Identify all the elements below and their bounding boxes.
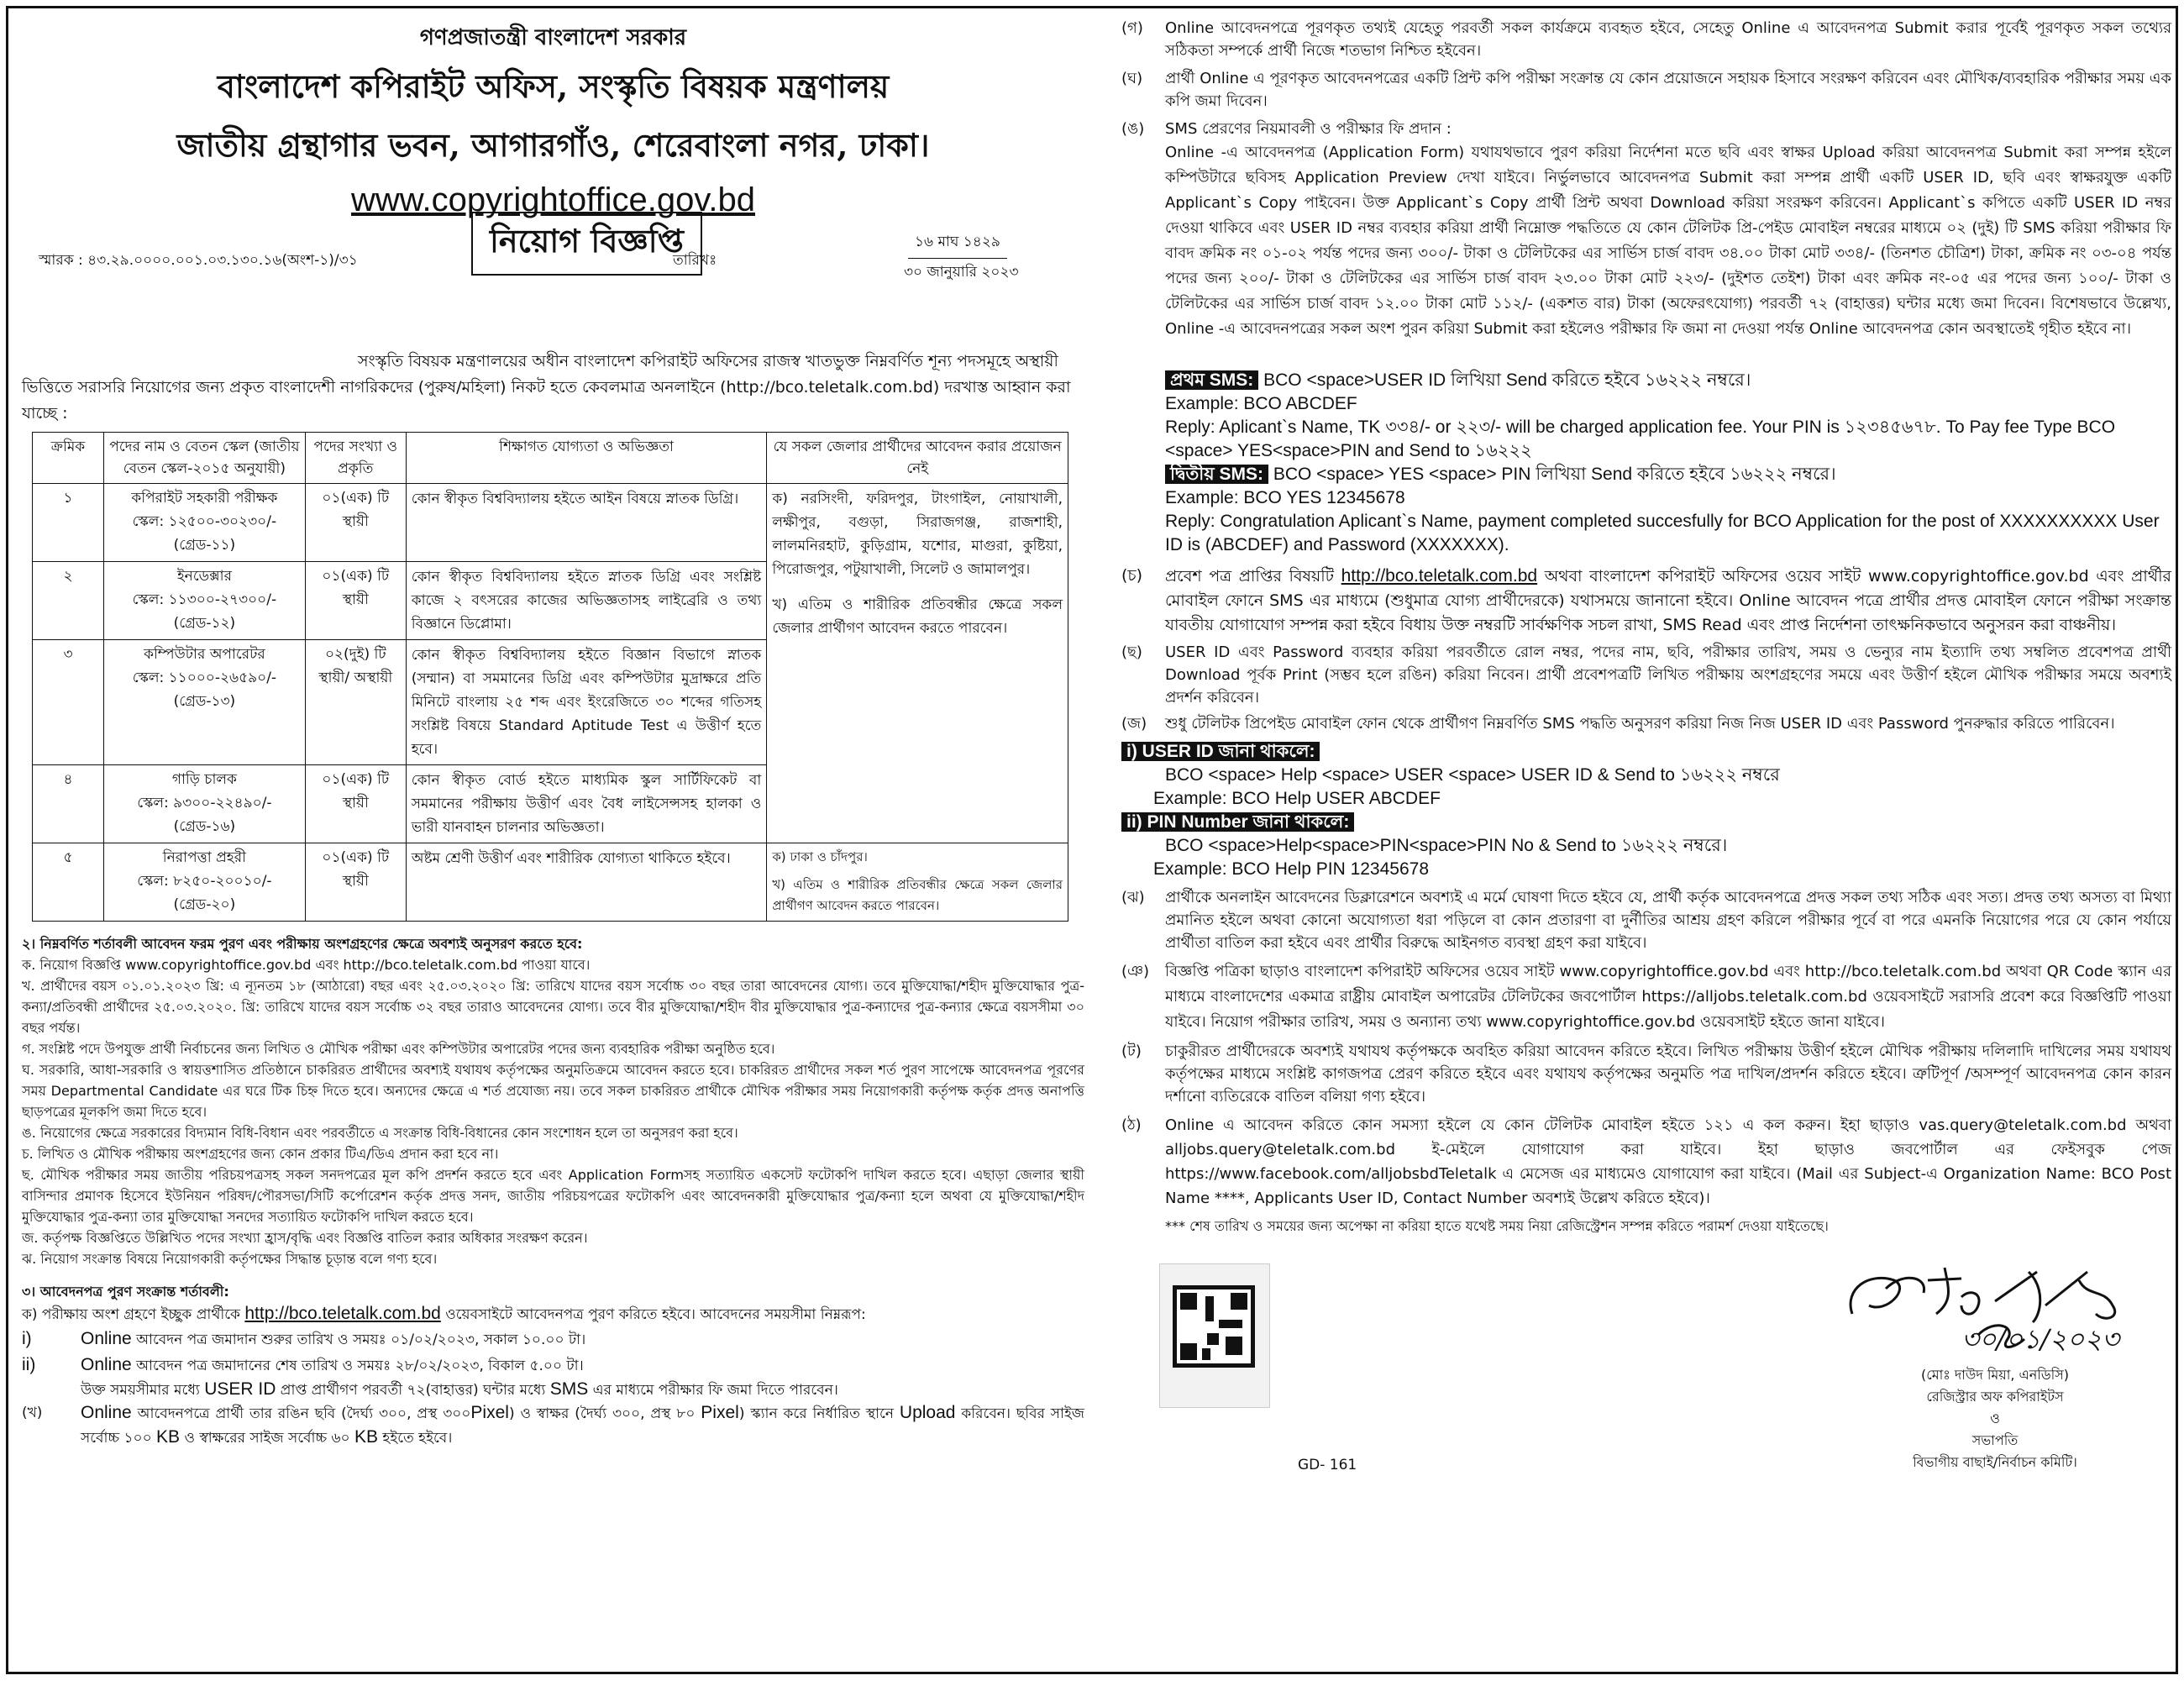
list-item: গ. সংশ্লিষ্ট পদে উপযুক্ত প্রার্থী নির্বাচনের জন্য লিখিত ও মৌখিক পরীক্ষা এবং কম্পিউটার অপারেটর পদের জন্য ব্যবহারিক পরীক্ষা অনুষ্ঠিত হবে। — [22, 1041, 775, 1057]
text: প্রাপ্ত প্রার্থীগণ পরবর্তী ৭২(বাহাত্তর) ঘন্টার মধ্যে — [280, 1382, 546, 1399]
office-address: জাতীয় গ্রন্থাগার ভবন, আগারগাঁও, শেরেবাংলা নগর, ঢাকা। — [176, 126, 930, 164]
clause-t — [1121, 1040, 2171, 1108]
table-row — [33, 843, 1068, 922]
signer-title: রেজিস্ট্রার অফ কপিরাইটস — [1926, 1389, 2064, 1405]
deadline-advice-note: *** শেষ তারিখ ও সময়ের জন্য অপেক্ষা না করিয়া হাতে যথেষ্ট সময় নিয়া রেজিস্ট্রেশন সম্পন্ন করিতে পরামর্শ দেওয়া যাইতেছে। — [1165, 1218, 1829, 1234]
notice-page — [6, 6, 2178, 1674]
list-item: চ. লিখিত ও মৌখিক পরীক্ষায় অংশগ্রহণের জন্য কোন প্রকার টিএ/ডিএ প্রদান করা হবে না। — [22, 1146, 499, 1162]
text: ) ও স্বাক্ষর (দৈর্ঘ্য ৩০০, প্রস্থ ৮০ — [508, 1405, 696, 1422]
cell-post — [103, 562, 305, 640]
sms-command: BCO <space> YES <space> PIN লিখিয়া Send করিতে হইবে ১৬২২২ নম্বরে। — [1273, 465, 1836, 484]
districts-excluded: ক) নরসিংদী, ফরিদপুর, টাংগাইল, নোয়াখালী, লক্ষীপুর, বগুড়া, সিরাজগঞ্জ, রাজশাহী, লালমনিরহাট, কুড়িগ্রাম, যশোর, মাগুরা, কুষ্টিয়া, পিরোজপুর, পটুয়াখালী, সিলেট ও জামালপুর। — [772, 491, 1063, 578]
cell-post — [103, 484, 305, 562]
cell-districts — [767, 843, 1068, 922]
grade: (গ্রেড-২০) — [173, 896, 236, 913]
clause-chh — [1121, 641, 2171, 709]
qr-code[interactable] — [1159, 1263, 1270, 1408]
grade: (গ্রেড-১১) — [173, 537, 236, 554]
section-3-item-kh — [22, 1401, 1084, 1450]
second-sms — [1121, 463, 2171, 486]
cell-serial: ৩ — [33, 640, 104, 765]
pin-recovery — [1121, 811, 2171, 834]
text: আবেদন পত্র জমাদানের শেষ তারিখ ও সময়ঃ ২৮/০২/২০২৩, বিকাল ৫.০০ টা। — [136, 1358, 584, 1374]
item-key: (ট) — [1121, 1043, 1142, 1060]
signer-conjunction: ও — [1990, 1410, 2000, 1426]
col-qualification: শিক্ষাগত যোগ্যতা ও অভিজ্ঞতা — [406, 433, 767, 484]
list-item: ঙ. নিয়োগের ক্ষেত্রে সরকারের বিদ্যমান বিধি-বিধান এবং পরবর্তীতে এ সংক্রান্ত বিধি-বিধানের কোন সংশোধন হলে তা অনুসরণ করা হবে। — [22, 1125, 738, 1141]
cell-count — [305, 843, 406, 922]
qr-code-icon — [1173, 1285, 1255, 1368]
item-key: (ঠ) — [1121, 1116, 1142, 1134]
sms-reply: Reply: Congratulation Aplicant`s Name, payment completed succesfully for BCO Application for the post of XXXXXXXXXX User ID is (ABCDEF) and Password (XXXXXXX). — [1165, 512, 2160, 554]
clause-text: Online -এ আবেদনপত্র (Application Form) যথাযথভাবে পুরণ করিয়া নির্দেশনা মতে ছবি এবং স্বাক্ষর Upload করিয়া আবেদনপত্র Submit করা সম্পন্ন হইলে কম্পিউটারে ছবিসহ Application Preview দেখা যাইবে। নির্ভুলভাবে আবেদনপত্র Submit করা সম্পন্ন প্রার্থী একটি USER ID, ছবি এবং স্বাক্ষরযুক্ত একটি Applicant`s Copy পাইবেন। উক্ত Applicant`s Copy প্রার্থী প্রিন্ট অথবা Download করিয়া সংরক্ষণ করিবেন। Applicant`s কপিতে একটি USER ID নম্বর দেওয়া থাকিবে এবং USER ID নম্বর ব্যবহার করিয়া প্রার্থী নিম্নোক্ত পদ্ধতিতে যে কোন টেলিটক প্রি-পেইড মোবাইল নম্বরের মাধ্যমে ০২ (দুই) টি SMS করিয়া পরীক্ষার ফি বাবদ ক্রমিক নং ০১-০২ পর্যন্ত পদের জন্য ৩০০/- টাকা ও টেলিটকের এর সার্ভিস চার্জ বাবদ ৩৪.০০ টাকা মোট ৩৩৪/- (তিনশত চৌত্রিশ) টাকা, ক্রমিক নং ০৩-০৪ পর্যন্ত পদের জন্য ২০০/- টাকা ও টেলিটকের এর সার্ভিস চার্জ বাবদ ২৩.০০ টাকা মোট ২২৩/- (দুইশত তেইশ) টাকা এবং ক্রমিক নং-০৫ এর পদের জন্য ১০০/- টাকা ও টেলিটকের এর সার্ভিস চার্জ বাবদ ১২.০০ টাকা মোট ১১২/- (একশত বার) টাকা (অফেরৎযোগ্য) পরবর্তী ৭২ (বাহাত্তর) ঘন্টার মধ্যে জমা দিবেন। বিশেষভাবে উল্লেখ্য, Online -এ আবেদনপত্রের সকল অংশ পুরন করিয়া Submit করা হইলেও পরীক্ষার ফি জমা না দেওয়া পর্যন্ত Online আবেদনপত্র কোন অবস্থাতেই গৃহীত হইবে না। — [1165, 144, 2171, 338]
list-item: ঝ. নিয়োগ সংক্রান্ত বিষয়ে নিয়োগকারী কর্তৃপক্ষের সিদ্ধান্ত চূড়ান্ত বলে গণ্য হবে। — [22, 1251, 438, 1267]
teletalk-link[interactable]: http://bco.teletalk.com.bd — [1341, 566, 1538, 586]
pay-scale: স্কেল: ৮২৫০-২০০১০/- — [137, 873, 272, 890]
cell-post — [103, 765, 305, 843]
post-type: স্থায়ী — [342, 591, 369, 608]
post-name: নিরাপত্তা প্রহরী — [162, 849, 246, 866]
office-name: বাংলাদেশ কপিরাইট অফিস, সংস্কৃতি বিষয়ক মন্ত্রণালয় — [217, 67, 890, 105]
col-count: পদের সংখ্যা ও প্রকৃতি — [305, 433, 406, 484]
item-key: i) — [22, 1329, 32, 1348]
userid-recovery — [1121, 740, 2171, 764]
text: ও স্বাক্ষরের সাইজ সর্বোচ্চ ৬০ — [184, 1430, 350, 1447]
post-type: স্থায়ী — [342, 795, 369, 811]
clause-text: বিজ্ঞপ্তি পত্রিকা ছাড়াও বাংলাদেশ কপিরাইট অফিসের ওয়েব সাইট www.copyrightoffice.gov.bd এবং http://bco.teletalk.com.bd অথবা QR Code স্ক্যান এর মাধ্যমে বাংলাদেশের একমাত্র রাষ্ট্রীয় মোবাইল অপারেটর টেলিটকের জবপোর্টাল https://alljobs.teletalk.com.bd ওয়েবসাইটে সরাসরি প্রবেশ করে বিজ্ঞপ্তিটি পাওয়া যাইবে। নিয়োগ পরীক্ষার তারিখ, সময় ও অন্যান্য তথ্য www.copyrightoffice.gov.bd ওয়েবসাইট হইতে জানা যাইবে। — [1165, 963, 2171, 1031]
signature-date: ৩০/০১/২০২৩ — [1961, 1323, 2119, 1355]
grade: (গ্রেড-১৬) — [173, 818, 236, 835]
date-english: ৩০ জানুয়ারি ২০২৩ — [904, 264, 1019, 281]
list-item: জ. কর্তৃপক্ষ বিজ্ঞপ্তিতে উল্লিখিত পদের সংখ্যা হ্রাস/বৃদ্ধি এবং বিজ্ঞপ্তি বাতিল করার অধিকার সংরক্ষণ করেন। — [22, 1230, 588, 1246]
pay-scale: স্কেল: ১২৫০০-৩০২৩০/- — [132, 513, 277, 530]
text: USER ID — [204, 1379, 276, 1399]
list-item: ঘ. সরকারি, আধা-সরকারি ও স্বায়ত্তশাসিত প্রতিষ্ঠানে চাকরিরত প্রার্থীদের অবশ্যই যথাযথ কর্তৃপক্ষের অনুমতিক্রমে আবেদন করতে হবে। চাকরিরত প্রার্থীদের সকল শর্ত পুরণ সাপেক্ষে আবেদনপত্র পূরণের সময় Departmental Candidate এর ঘরে টিক চিহ্ন দিতে হবে। অন্যদের ক্ষেত্রে এ শর্ত প্রযোজ্য নয়। তবে সকল চাকরিরত প্রার্থীকে মৌখিক পরীক্ষার সময় নিয়োগকারী কর্তৃপক্ষ কর্তৃক প্রদত্ত অনাপত্তি ছাড়পত্রের মূলকপি জমা দিতে হবে। — [22, 1062, 1084, 1120]
text: Online — [81, 1355, 132, 1374]
cell-qualification: কোন স্বীকৃত বিশ্ববিদ্যালয় হইতে আইন বিষয়ে স্নাতক ডিগ্রি। — [406, 484, 767, 562]
second-sms-label: দ্বিতীয় SMS: — [1165, 465, 1268, 484]
text: Upload — [899, 1403, 956, 1422]
districts-exception: খ) এতিম ও শারীরিক প্রতিবন্ধীর ক্ষেত্রে সকল জেলার প্রার্থীগণ আবেদন করতে পারবেন। — [772, 596, 1063, 637]
col-post: পদের নাম ও বেতন স্কেল (জাতীয় বেতন স্কেল-২০১৫ অনুযায়ী) — [103, 433, 305, 484]
post-type: স্থায়ী — [342, 873, 369, 890]
cell-qualification: কোন স্বীকৃত বোর্ড হইতে মাধ্যমিক স্কুল সার্টিফিকেট বা সমমানের পরীক্ষায় উত্তীর্ণ এবং বৈধ লাইসেন্সসহ হালকা ও ভারী যানবাহন চালনার অভিজ্ঞতা। — [406, 765, 767, 843]
list-item: খ. প্রার্থীদের বয়স ০১.০১.২০২৩ খ্রি: এ ন্যূনতম ১৮ (আঠারো) বছর এবং ২৫.০৩.২০২০ খ্রি: তারিখে যাদের বয়স সর্বোচ্চ ৩০ বছর তারা আবেদনের যোগ্য। তবে মুক্তিযোদ্ধা/শহীদ মুক্তিযোদ্ধার পুত্র-কন্যা/প্রতিবন্ধী প্রার্থীদের ২৫.০৩.২০২০. খ্রি: তারিখে যাদের বয়স সর্বোচ্চ ৩২ বছর তারাও আবেদনের যোগ্য। তবে বীর মুক্তিযোদ্ধা/শহীদ বীর মুক্তিযোদ্ধার পুত্র-কন্যাদের পুত্র-কন্যার ক্ষেত্রে বয়সসীমা ৩০ বছর পর্যন্ত। — [22, 978, 1084, 1036]
item-key: (গ) — [1121, 19, 1143, 37]
posts-table — [32, 432, 1068, 922]
text: Pixel — [470, 1403, 509, 1422]
pay-scale: স্কেল: ১১০০০-২৬৫৯০/- — [132, 670, 277, 686]
signer-block — [1835, 1364, 2155, 1473]
item-key: (ঝ) — [1121, 889, 1145, 906]
pay-scale: স্কেল: ১১৩০০-২৭৩০০/- — [132, 591, 277, 608]
cell-serial: ৫ — [33, 843, 104, 922]
grade: (গ্রেড-১২) — [173, 615, 236, 632]
section-3-heading: ৩। আবেদনপত্র পুরণ সংক্রান্ত শর্তাবলী: — [22, 1284, 229, 1300]
cell-qualification: অষ্টম শ্রেণী উত্তীর্ণ এবং শারীরিক যোগ্যতা থাকিতে হইবে। — [406, 843, 767, 922]
clause-gh — [1121, 67, 2171, 113]
right-column — [1121, 8, 2171, 1490]
clause-th — [1121, 1113, 2171, 1211]
notice-title: নিয়োগ বিজ্ঞপ্তি — [471, 212, 702, 276]
text: আবেদনপত্রে প্রার্থী তার রঙিন ছবি (দৈর্ঘ্য ৩০০, প্রস্থ ৩০০ — [137, 1405, 471, 1422]
cell-count — [305, 640, 406, 765]
pin-label: ii) PIN Number জানা থাকলে: — [1121, 812, 1354, 832]
text: Online — [81, 1329, 132, 1348]
text: Pixel — [701, 1403, 739, 1422]
post-type: স্থায়ী/ অস্থায়ী — [318, 670, 393, 686]
userid-label: i) USER ID জানা থাকলে: — [1121, 742, 1320, 761]
item-key: (ঙ) — [1121, 120, 1145, 138]
post-count: ০২(দুই) টি — [324, 646, 386, 663]
text: আবেদন পত্র জমাদান শুরুর তারিখ ও সময়ঃ ০১/০২/২০২৩, সকাল ১০.০০ টা। — [136, 1331, 586, 1348]
text: KB — [156, 1427, 181, 1447]
table-header-row — [33, 433, 1068, 484]
post-count: ০১(এক) টি — [322, 771, 390, 788]
date-label: তারিখঃ — [673, 252, 717, 269]
cell-qualification: কোন স্বীকৃত বিশ্ববিদ্যালয় হইতে স্নাতক ডিগ্রি এবং সংশ্লিষ্ট কাজে ২ বৎসরের কাজের অভিজ্ঞতাসহ লাইব্রেরি ও তথ্য বিজ্ঞানে ডিপ্লোমা। — [406, 562, 767, 640]
clause-text: প্রার্থী Online এ পূরণকৃত আবেদনপত্রের একটি প্রিন্ট কপি পরীক্ষা সংক্রান্ত যে কোন প্রয়োজনে সহায়ক হিসাবে সংরক্ষণ করিবেন এবং মৌখিক/ব্যবহারিক পরীক্ষার সময় এক কপি জমা দিবেন। — [1165, 70, 2171, 110]
clause-ng — [1121, 118, 2171, 342]
cell-qualification: কোন স্বীকৃত বিশ্ববিদ্যালয় হইতে বিজ্ঞান বিভাগে স্নাতক (সম্মান) বা সমমানের ডিগ্রি এবং কম্পিউটার মুদ্রাক্ষরে প্রতি মিনিটে বাংলায় ২৫ শব্দ এবং ইংরেজিতে ৩০ শব্দের গতিসহ সংশ্লিষ্ট বিষয়ে Standard Aptitude Test এ উত্তীর্ণ হতে হবে। — [406, 640, 767, 765]
left-column — [22, 8, 1084, 1450]
col-serial: ক্রমিক — [33, 433, 104, 484]
footer-area — [1121, 1247, 2171, 1490]
section-3-item-k — [22, 1302, 1084, 1326]
signer-title: সভাপতি — [1971, 1432, 2019, 1448]
letterhead — [22, 20, 1084, 219]
sms-fee-note — [22, 1379, 1084, 1401]
govt-name: গণপ্রজাতন্ত্রী বাংলাদেশ সরকার — [419, 25, 687, 50]
text: ওয়েবসাইটে আবেদনপত্র পুরণ করিতে হইবে। আবেদনের সময়সীমা নিম্নরূপ: — [445, 1306, 866, 1323]
gd-code: GD- 161 — [1298, 1457, 1357, 1473]
signer-title: বিভাগীয় বাছাই/নির্বাচন কমিটি। — [1913, 1454, 2077, 1470]
section-3 — [22, 1281, 1084, 1450]
cell-districts — [767, 484, 1068, 843]
text: ক) পরীক্ষায় অংশ গ্রহণে ইচ্ছুক প্রার্থীকে — [22, 1306, 240, 1323]
post-type: স্থায়ী — [342, 513, 369, 530]
clause-text: প্রবেশ পত্র প্রাপ্তির বিষয়টি — [1165, 567, 1334, 586]
clause-heading: SMS প্রেরণের নিয়মাবলী ও পরীক্ষার ফি প্রদান : — [1165, 120, 1452, 138]
col-districts: যে সকল জেলার প্রার্থীদের আবেদন করার প্রয়োজন নেই — [767, 433, 1068, 484]
text: Online — [81, 1403, 132, 1422]
date-bangla: ১৬ মাঘ ১৪২৯ — [908, 231, 1007, 259]
cell-count — [305, 484, 406, 562]
post-name: গাড়ি চালক — [171, 771, 237, 788]
office-website-link[interactable]: www.copyrightoffice.gov.bd — [351, 181, 755, 218]
post-name: ইনডেক্সার — [176, 568, 232, 585]
post-name: কপিরাইট সহকারী পরীক্ষক — [131, 490, 278, 507]
text: ) স্ক্যান করে নির্ধারিত স্থানে — [738, 1405, 894, 1422]
sms-instructions — [1121, 369, 2171, 557]
item-key: (খ) — [22, 1405, 43, 1421]
cell-post — [103, 843, 305, 922]
clause-g — [1121, 17, 2171, 62]
clause-j — [1121, 712, 2171, 735]
item-key: ii) — [22, 1355, 36, 1374]
item-key: (জ) — [1121, 715, 1147, 733]
grade: (গ্রেড-১৩) — [173, 693, 236, 710]
pay-scale: স্কেল: ৯৩০০-২২৪৯০/- — [137, 795, 272, 811]
clause-jh — [1121, 886, 2171, 954]
clause-text: USER ID এবং Password ব্যবহার করিয়া পরবর্তীতে রোল নম্বর, পদের নাম, ছবি, পরীক্ষার তারিখ, সময় ও ভেন্যুর নাম ইত্যাদি তথ্য সম্বলিত প্রবেশপত্র প্রার্থী Download পূর্বক Print (সম্ভব হলে রঙিন) করিয়া নিবেন। প্রার্থী প্রবেশপত্রটি লিখিত পরীক্ষায় অংশগ্রহণের সময়ে এবং উত্তীর্ণ হইলে মৌখিক পরীক্ষার সময়ে অবশ্যই প্রদর্শন করিবেন। — [1165, 643, 2171, 706]
recovery-instructions — [1121, 740, 2171, 881]
section-2-heading: ২। নিম্নবর্ণিত শর্তাবলী আবেদন ফরম পুরণ এবং পরীক্ষায় অংশগ্রহণের ক্ষেত্রে অবশ্যই অনুসরণ করতে হবে: — [22, 936, 583, 952]
first-sms — [1121, 369, 2171, 392]
sms-command: BCO <space>Help<space>PIN<space>PIN No & Send to ১৬২২২ নম্বরে। — [1165, 836, 1728, 855]
post-count: ০১(এক) টি — [322, 568, 390, 585]
section-2 — [22, 933, 1084, 1269]
sms-example: Example: BCO ABCDEF — [1165, 394, 1357, 413]
clause-ya — [1121, 959, 2171, 1035]
table-row — [33, 484, 1068, 562]
cell-count — [305, 562, 406, 640]
memo-reference: স্মারক : ৪৩.২৯.০০০০.০০১.০৩.১৩০.১৬(অংশ-১)/৩১ — [39, 252, 358, 269]
first-sms-label: প্রথম SMS: — [1165, 370, 1258, 390]
intro-paragraph: সংস্কৃতি বিষয়ক মন্ত্রণালয়ের অধীন বাংলাদেশ কপিরাইট অফিসের রাজস্ব খাতভুক্ত নিম্নবর্ণিত শূন্য পদসমূহে অস্থায়ী ভিত্তিতে সরাসরি নিয়োগের জন্য প্রকৃত বাংলাদেশী নাগরিকদের (পুরুষ/মহিলা) নিকট হতে কেবলমাত্র অনলাইনে (http://bco.teletalk.com.bd) দরখাস্ত আহ্বান করা যাচ্ছে : — [22, 352, 1071, 423]
teletalk-link[interactable]: http://bco.teletalk.com.bd — [244, 1304, 441, 1323]
clause-text: Online এ আবেদন করিতে কোন সমস্যা হইলে যে কোন টেলিটক মোবাইল হইতে ১২১ এ কল করুন। ইহা ছাড়াও vas.query@teletalk.com.bd অথবা alljobs.query@teletalk.com.bd ই-মেইলে যোগাযোগ করা যাইবে। ইহা ছাড়াও জবপোর্টাল এর ফেইসবুক পেজ https://www.facebook.com/alljobsbdTeletalk এ মেসেজ এর মাধ্যমেও যোগাযোগ করা যাইবে। (Mail এর Subject-এ Organization Name: BCO Post Name ****, Applicants User ID, Contact Number অবশ্যই উল্লেখ করিতে হইবে)। — [1165, 1116, 2171, 1207]
text: করিবেন। ছবির সাইজ সর্বোচ্চ ১০০ — [81, 1405, 1084, 1447]
item-key: (ঞ) — [1121, 963, 1150, 980]
item-key: (চ) — [1121, 566, 1143, 585]
sms-example: Example: BCO YES 12345678 — [1165, 488, 1405, 507]
clause-text: শুধু টেলিটক প্রিপেইড মোবাইল ফোন থেকে প্রার্থীগণ নিম্নবর্ণিত SMS পদ্ধতি অনুসরণ করিয়া নিজ নিজ USER ID এবং Password পুনরুদ্ধার করিতে পারিবেন। — [1165, 715, 2115, 733]
text: উক্ত সময়সীমার মধ্যে — [81, 1382, 200, 1399]
text: এর মাধ্যমে পরীক্ষার ফি জমা দিতে পারবেন। — [592, 1382, 838, 1399]
cell-serial: ২ — [33, 562, 104, 640]
text: KB — [354, 1427, 379, 1447]
cell-serial: ৪ — [33, 765, 104, 843]
deadline-start — [22, 1326, 1084, 1352]
sms-example: Example: BCO Help USER ABCDEF — [1153, 789, 1441, 808]
cell-count — [305, 765, 406, 843]
cell-serial: ১ — [33, 484, 104, 562]
sms-command: BCO <space> Help <space> USER <space> USER ID & Send to ১৬২২২ নম্বরে — [1165, 765, 1780, 785]
clause-ch — [1121, 564, 2171, 638]
post-count: ০১(এক) টি — [322, 849, 390, 866]
clause-text: অথবা বাংলাদেশ কপিরাইট অফিসের ওয়েব সাইট www.copyrightoffice.gov.bd এবং প্রার্থীর মোবাইল ফোনে SMS এর মাধ্যমে (শুধুমাত্র যোগ্য প্রার্থীদেরকে) যথাসময়ে জানানো হইবে। Online আবেদন পত্রে প্রার্থীর প্রদত্ত মোবাইল ফোনে পরীক্ষা সংক্রান্ত যাবতীয় যোগাযোগ সম্পন্ন করা হইবে বিধায় উক্ত নম্বরটি সার্বক্ষণিক সচল রাখা, SMS Read এবং প্রাপ্ত নির্দেশনা তাৎক্ষনিকভাবে অনুসরন করা বাঞ্চনীয়। — [1165, 567, 2171, 634]
item-key: (ছ) — [1121, 643, 1142, 661]
text: SMS — [549, 1379, 589, 1399]
clause-text: চাকুরীরত প্রার্থীদেরকে অবশ্যই যথাযথ কর্তৃপক্ষকে অবহিত করিয়া আবেদন করিতে হইবে। লিখিত পরীক্ষায় উত্তীর্ণ হইলে মৌখিক পরীক্ষায় দলিলাদি দাখিলের সময় যথাযথ কর্তৃপক্ষের মাধ্যমে সংশ্লিষ্ট কাগজপত্র প্রেরণ করিতে হইবে এবং যথাযথ কর্তৃপক্ষের অনুমতি পত্র দাখিল/প্রদর্শন করিতে হইবে। ত্রুটিপূর্ণ /অসম্পূর্ণ আবেদনপত্র কোন কারন দর্শানো ব্যতিরেকে বাতিল বলিয়া গণ্য হইবে। — [1165, 1043, 2171, 1106]
sms-command: BCO <space>USER ID লিখিয়া Send করিতে হইবে ১৬২২২ নম্বরে। — [1263, 370, 1751, 390]
item-key: (ঘ) — [1121, 70, 1143, 87]
text: হইতে হইবে। — [382, 1430, 453, 1447]
sms-example: Example: BCO Help PIN 12345678 — [1153, 859, 1430, 879]
cell-post — [103, 640, 305, 765]
post-count: ০১(এক) টি — [322, 490, 390, 507]
list-item: ক. নিয়োগ বিজ্ঞপ্তি www.copyrightoffice.gov.bd এবং http://bco.teletalk.com.bd পাওয়া যাবে। — [22, 957, 591, 973]
districts-exception: খ) এতিম ও শারীরিক প্রতিবন্ধীর ক্ষেত্রে সকল জেলার প্রার্থীগণ আবেদন করতে পারবেন। — [772, 877, 1063, 913]
post-name: কম্পিউটার অপারেটর — [144, 646, 265, 663]
signer-name: (মোঃ দাউদ মিয়া, এনডিসি) — [1920, 1367, 2070, 1383]
clause-text: প্রার্থীকে অনলাইন আবেদনের ডিক্লারেশনে অবশ্যই এ মর্মে ঘোষণা দিতে হইবে যে, প্রার্থী কর্তৃক আবেদনপত্রে প্রদত্ত সকল তথ্য সঠিক এবং সত্য। প্রদত্ত তথ্য অসত্য বা মিথ্যা প্রমানিত হইলে অথবা কোনো অযোগ্যতা ধরা পড়িলে বা কোন প্রতারণা বা দুর্নীতির আশ্রয় গ্রহণ করিলে পরীক্ষার পূর্বে বা পরে এমনকি নিয়োগের পরে যে কোন পর্যায়ে প্রার্থীতা বাতিল করা হইবে এবং প্রার্থীর বিরুদ্ধে আইনগত ব্যবস্থা গ্রহণ করা যাইবে। — [1165, 889, 2171, 952]
sms-reply: Reply: Aplicant`s Name, TK ৩৩৪/- or ২২৩/- will be charged application fee. Your PIN is ১২৩৪৫৬৭৮. To Pay fee Type BCO <space> YES<space>PIN and Send to ১৬২২২ — [1165, 418, 2116, 460]
districts-excluded: ক) ঢাকা ও চাঁদপুর। — [772, 849, 868, 864]
clause-text: Online আবেদনপত্রে পূরণকৃত তথ্যই যেহেতু পরবর্তী সকল কার্যক্রমে ব্যবহৃত হইবে, সেহেতু Online এ আবেদনপত্র Submit করার পূর্বেই পূরণকৃত সকল তথ্যের সঠিকতা সম্পর্কে প্রার্থী নিজে শতভাগ নিশ্চিত হইবেন। — [1165, 19, 2171, 60]
list-item: ছ. মৌখিক পরীক্ষার সময় জাতীয় পরিচয়পত্রসহ সকল সনদপত্রের মূল কপি প্রদর্শন করতে হবে এবং Application Formসহ সত্যায়িত একসেট ফটোকপি দাখিল করতে হবে। এছাড়া জেলার স্থায়ী বাসিন্দার প্রমাণক হিসেবে ইউনিয়ন পরিষদ/পৌরসভা/সিটি কর্পোরেশন কর্তৃক প্রদত্ত সনদ, জাতীয় পরিচয়পত্রের ফটোকপি এবং আবেদনকারী মুক্তিযোদ্ধার পুত্র/কন্যা হলে অথবা যে মুক্তিযোদ্ধা/শহীদ মুক্তিযোদ্ধার পুত্র-কন্যা তার মুক্তিযোদ্ধা সনদের সত্যায়িত ফটোকপি দাখিল করতে হবে। — [22, 1167, 1084, 1225]
deadline-end — [22, 1352, 1084, 1379]
